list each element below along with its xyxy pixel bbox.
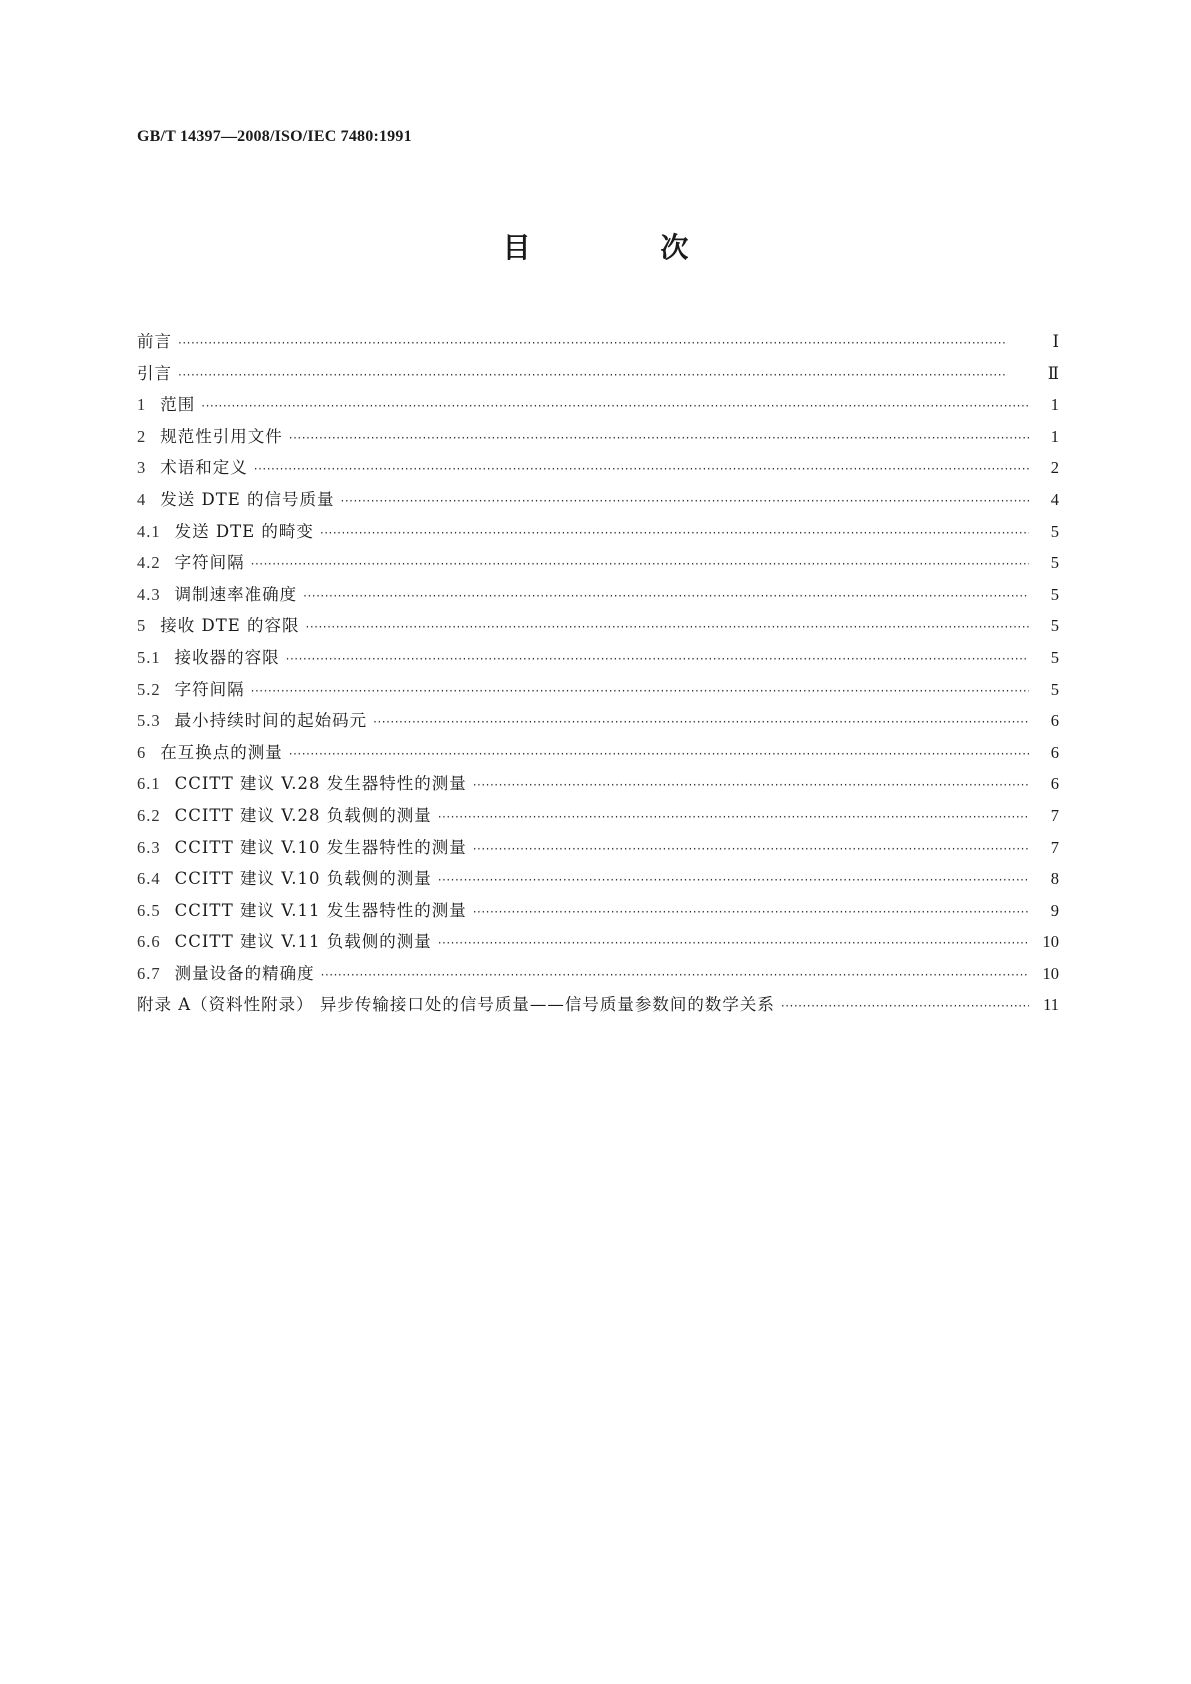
toc-entry[interactable]	[137, 516, 1059, 548]
toc-entry-title: 规范性引用文件	[160, 426, 283, 446]
toc-entry[interactable]	[137, 800, 1059, 832]
toc-entry-page-number: 4	[1050, 489, 1059, 509]
toc-entry[interactable]	[137, 863, 1059, 895]
toc-dot-leader	[286, 644, 1029, 674]
toc-entry[interactable]	[137, 705, 1059, 737]
toc-entry-page-number: 8	[1050, 869, 1059, 889]
toc-entry-page-number: 1	[1050, 395, 1059, 415]
toc-entry-page-number: 5	[1050, 584, 1059, 604]
toc-entry-number: 5.1	[137, 647, 161, 667]
toc-entry[interactable]	[137, 389, 1059, 421]
toc-entry-page-number: 5	[1050, 616, 1059, 636]
toc-entry-number: 6.2	[137, 805, 161, 825]
toc-entry-title: 字符间隔	[174, 679, 245, 699]
standard-code-header: GB/T 14397—2008/ISO/IEC 7480:1991	[137, 128, 412, 145]
toc-dot-leader	[473, 770, 1029, 800]
toc-entry-number: 4.1	[137, 521, 161, 541]
toc-entry-page-number: 1	[1050, 426, 1059, 446]
toc-entry-number: 4.2	[137, 553, 161, 573]
toc-entry[interactable]	[137, 958, 1059, 990]
toc-entry[interactable]	[137, 610, 1059, 642]
toc-entry-page-number: 10	[1042, 932, 1059, 952]
toc-dot-leader	[473, 834, 1029, 864]
toc-entry-number: 6.4	[137, 869, 161, 889]
toc-entry-page-number: 11	[1043, 995, 1059, 1015]
toc-entry-title: 范围	[160, 395, 196, 415]
toc-entry[interactable]	[137, 452, 1059, 484]
toc-entry-number: 5.2	[137, 679, 161, 699]
toc-dot-leader	[306, 612, 1029, 642]
toc-entry-title: 测量设备的精确度	[174, 963, 315, 983]
toc-entry-page-number: 5	[1050, 553, 1059, 573]
toc-dot-leader	[321, 960, 1029, 990]
toc-entry-title: 最小持续时间的起始码元	[174, 711, 368, 731]
toc-entry-title: 附录 A（资料性附录） 异步传输接口处的信号质量——信号质量参数间的数学关系	[137, 995, 775, 1015]
toc-entry-number: 4	[137, 489, 147, 509]
toc-entry-title: 接收器的容限	[174, 647, 280, 667]
toc-dot-leader	[178, 360, 1029, 390]
toc-entry-title: 在互换点的测量	[160, 742, 283, 762]
toc-dot-leader	[438, 802, 1029, 832]
toc-entry-page-number: 9	[1050, 900, 1059, 920]
toc-entry-number: 6.6	[137, 932, 161, 952]
toc-entry-title: CCITT 建议 V.10 负载侧的测量	[174, 869, 432, 889]
toc-entry-number: 3	[137, 458, 147, 478]
toc-entry[interactable]	[137, 737, 1059, 769]
toc-entry-page-number: Ⅱ	[1047, 363, 1059, 383]
toc-entry[interactable]	[137, 579, 1059, 611]
toc-entry-page-number: 6	[1050, 774, 1059, 794]
toc-entry-title: 发送 DTE 的信号质量	[160, 489, 335, 509]
toc-entry-page-number: 5	[1050, 679, 1059, 699]
toc-entry-number: 1	[137, 395, 147, 415]
toc-dot-leader	[289, 739, 1029, 769]
toc-entry-page-number: 7	[1050, 837, 1059, 857]
toc-entry-title: 术语和定义	[160, 458, 248, 478]
toc-entry-title: 接收 DTE 的容限	[160, 616, 300, 636]
toc-entry-title: CCITT 建议 V.11 负载侧的测量	[174, 932, 432, 952]
toc-dot-leader	[341, 486, 1029, 516]
toc-entry-title: CCITT 建议 V.10 发生器特性的测量	[174, 837, 467, 857]
toc-entry-page-number: 6	[1050, 711, 1059, 731]
toc-dot-leader	[289, 423, 1029, 453]
toc-dot-leader	[303, 581, 1029, 611]
toc-entry[interactable]	[137, 326, 1059, 358]
toc-entry-number: 6.5	[137, 900, 161, 920]
toc-dot-leader	[320, 518, 1029, 548]
toc-entry-number: 6.3	[137, 837, 161, 857]
toc-entry-title: CCITT 建议 V.11 发生器特性的测量	[174, 900, 467, 920]
toc-entry[interactable]	[137, 832, 1059, 864]
toc-entry-page-number: 10	[1042, 963, 1059, 983]
toc-entry[interactable]	[137, 421, 1059, 453]
toc-entry-page-number: 2	[1050, 458, 1059, 478]
toc-entry[interactable]	[137, 989, 1059, 1021]
toc-dot-leader	[473, 897, 1029, 927]
toc-entry-number: 2	[137, 426, 147, 446]
toc-entry[interactable]	[137, 642, 1059, 674]
toc-dot-leader	[373, 707, 1029, 737]
toc-entry[interactable]	[137, 895, 1059, 927]
toc-entry[interactable]	[137, 547, 1059, 579]
toc-entry-number: 6.7	[137, 963, 161, 983]
toc-entry-number: 5	[137, 616, 147, 636]
toc-entry-title: 发送 DTE 的畸变	[174, 521, 314, 541]
toc-entry-number: 5.3	[137, 711, 161, 731]
toc-entry-number: 6	[137, 742, 147, 762]
toc-dot-leader	[781, 991, 1029, 1021]
toc-entry-number: 4.3	[137, 584, 161, 604]
toc-entry-title: 引言	[137, 363, 172, 383]
toc-entry-page-number: 6	[1050, 742, 1059, 762]
toc-entry-title: 前言	[137, 332, 172, 351]
toc-dot-leader	[251, 549, 1029, 579]
toc-entry-title: CCITT 建议 V.28 负载侧的测量	[174, 805, 432, 825]
toc-entry[interactable]	[137, 926, 1059, 958]
toc-title: 目 次	[502, 231, 749, 264]
toc-dot-leader	[178, 328, 1029, 358]
toc-entry[interactable]	[137, 484, 1059, 516]
toc-entry-page-number: 7	[1050, 805, 1059, 825]
toc-entry-number: 6.1	[137, 774, 161, 794]
toc-dot-leader	[438, 865, 1029, 895]
toc-entry[interactable]	[137, 358, 1059, 390]
toc-dot-leader	[438, 928, 1029, 958]
toc-entry[interactable]	[137, 768, 1059, 800]
table-of-contents	[137, 326, 1059, 1021]
toc-entry-page-number: 5	[1050, 647, 1059, 667]
toc-entry-title: CCITT 建议 V.28 发生器特性的测量	[174, 774, 467, 794]
toc-dot-leader	[254, 454, 1029, 484]
toc-entry-title: 字符间隔	[174, 553, 245, 573]
toc-dot-leader	[201, 391, 1029, 421]
toc-entry-title: 调制速率准确度	[174, 584, 298, 604]
toc-dot-leader	[251, 676, 1029, 706]
toc-entry-page-number: 5	[1050, 521, 1059, 541]
toc-entry-page-number: Ⅰ	[1052, 332, 1059, 351]
toc-entry[interactable]	[137, 674, 1059, 706]
